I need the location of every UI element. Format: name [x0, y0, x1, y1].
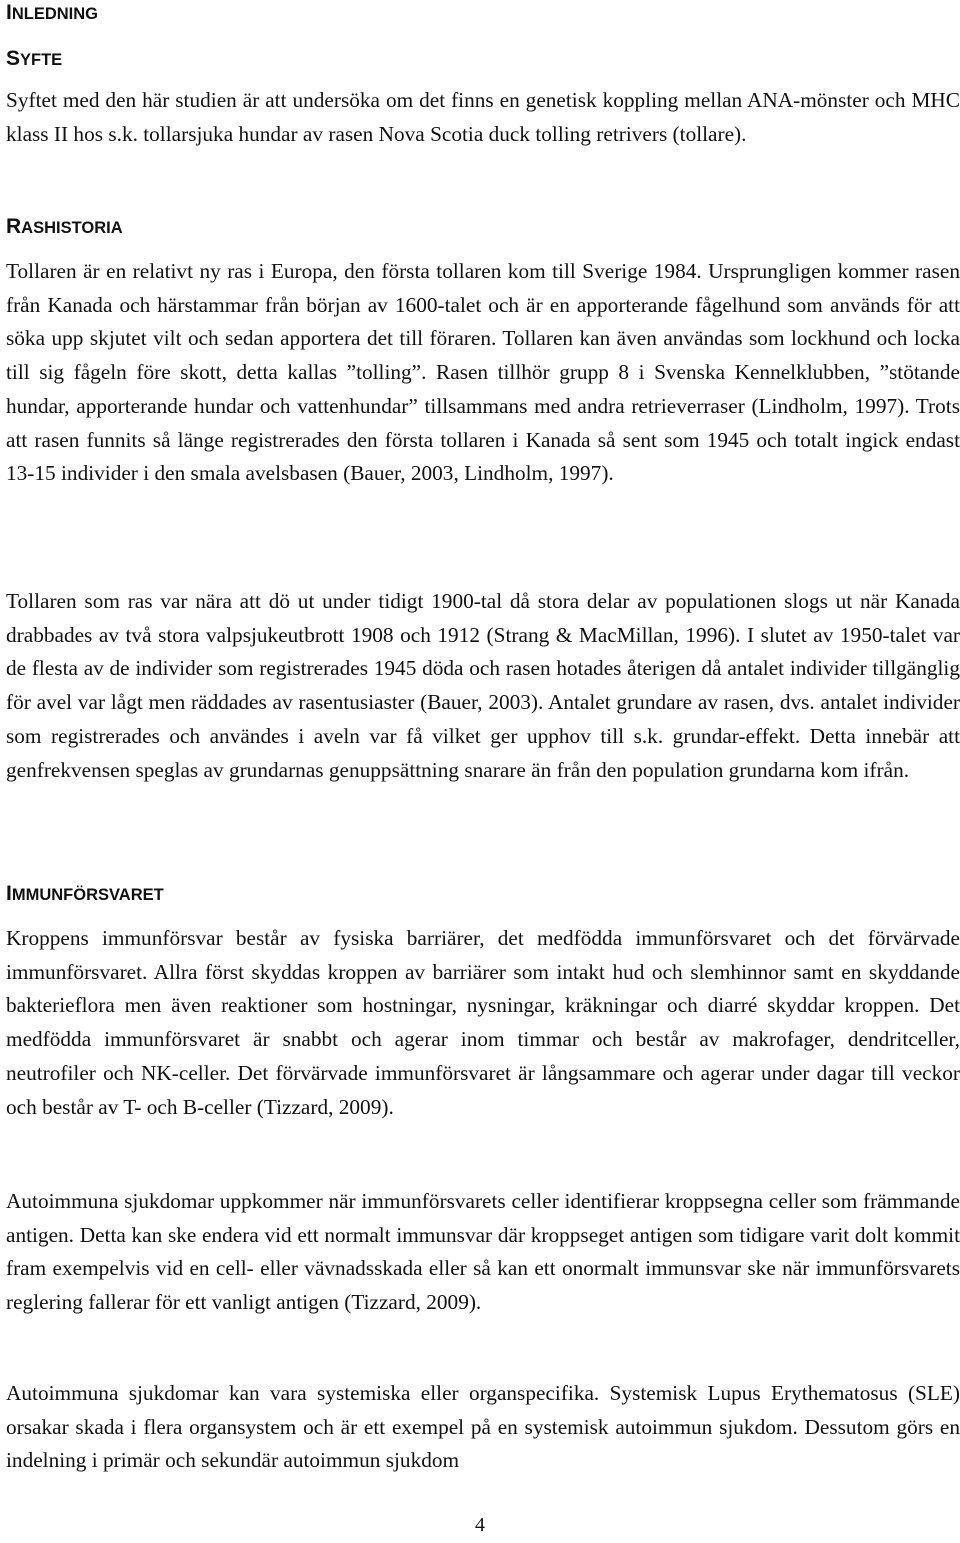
paragraph-rashistoria-1: Tollaren är en relativt ny ras i Europa, den första tollaren kom till Sverige 1984. Ursprungligen kommer rasen från Kanada och härstammar från början av 1600-talet och är en apporterande fågelhund som används för att söka upp skjutet vilt och sedan apportera det till föraren. Tollaren kan även användas som lockhund och locka till sig fågeln före skott, detta kallas ”tolling”. Rasen tillhör grupp 8 i Svenska Kennelklubben, ”stötande hundar, apporterande hundar och vattenhundar” tillsammans med andra retrieverraser (Lindholm, 1997). Trots att rasen funnits så länge registrerades den första tollaren i Kanada så sent som 1945 och totalt ingick endast 13-15 individer i den smala avelsbasen (Bauer, 2003, Lindholm, 1997). [6, 259, 960, 486]
paragraph-immunforsvar-3: Autoimmuna sjukdomar kan vara systemiska eller organspecifika. Systemisk Lupus Erythematosus (SLE) orsakar skada i flera organsystem och är ett exempel på en systemisk autoimmun sjukdom. Dessutom görs en indelning i primär och sekundär autoimmun sjukdom [6, 1381, 960, 1473]
heading-immunforsvaret-rest: MMUNFÖRSVARET [11, 886, 164, 904]
heading-inledning-initial: I [6, 1, 12, 24]
heading-inledning [6, 3, 98, 24]
heading-syfte-initial: S [6, 47, 21, 70]
heading-rashistoria-initial: R [6, 215, 22, 238]
paragraph-rashistoria-2: Tollaren som ras var nära att dö ut under tidigt 1900-tal då stora delar av populationen slogs ut när Kanada drabbades av två stora valpsjukeutbrott 1908 och 1912 (Strang & MacMillan, 1996). I slutet av 1950-talet var de flesta av de individer som registrerades 1945 döda och rasen hotades återigen då antalet individer tillgänglig för avel var lågt men räddades av rasentusiaster (Bauer, 2003). Antalet grundare av rasen, dvs. antalet individer som registrerades och användes i aveln var få vilket ger upphov till s.k. grundar-effekt. Detta innebär att genfrekvensen speglas av grundarnas genuppsättning snarare än från den population grundarna kom ifrån. [6, 589, 960, 782]
heading-rashistoria [6, 217, 123, 238]
heading-rashistoria-rest: ASHISTORIA [21, 219, 123, 237]
heading-syfte-rest: YFTE [20, 51, 63, 69]
heading-immunforsvaret-initial: I [6, 882, 12, 905]
paragraph-syfte: Syftet med den här studien är att undersöka om det finns en genetisk koppling mellan ANA-mönster och MHC klass II hos s.k. tollarsjuka hundar av rasen Nova Scotia duck tolling retrivers (tollare). [6, 88, 960, 146]
paragraph-immunforsvar-1: Kroppens immunförsvar består av fysiska barriärer, det medfödda immunförsvaret och det förvärvade immunförsvaret. Allra först skyddas kroppen av barriärer som intakt hud och slemhinnor samt en skyddande bakterieflora men även reaktioner som hostningar, nysningar, kräkningar och diarré skyddar kroppen. Det medfödda immunförsvaret är snabbt och agerar inom timmar och består av makrofager, dendritceller, neutrofiler och NK-celler. Det förvärvade immunförsvaret är långsammare och agerar under dagar till veckor och består av T- och B-celler (Tizzard, 2009). [6, 926, 960, 1119]
page-number: 4 [475, 1514, 485, 1536]
paragraph-immunforsvar-2: Autoimmuna sjukdomar uppkommer när immunförsvarets celler identifierar kroppsegna celler som främmande antigen. Detta kan ske endera vid ett normalt immunsvar där kroppseget antigen som tidigare varit dolt kommit fram exempelvis vid en cell- eller vävnadsskada eller så kan ett onormalt immunsvar ske när immunförsvarets reglering fallerar för ett vanligt antigen (Tizzard, 2009). [6, 1189, 960, 1315]
heading-immunforsvaret [6, 884, 164, 905]
heading-syfte [6, 49, 62, 70]
heading-inledning-rest: NLEDNING [11, 5, 99, 23]
